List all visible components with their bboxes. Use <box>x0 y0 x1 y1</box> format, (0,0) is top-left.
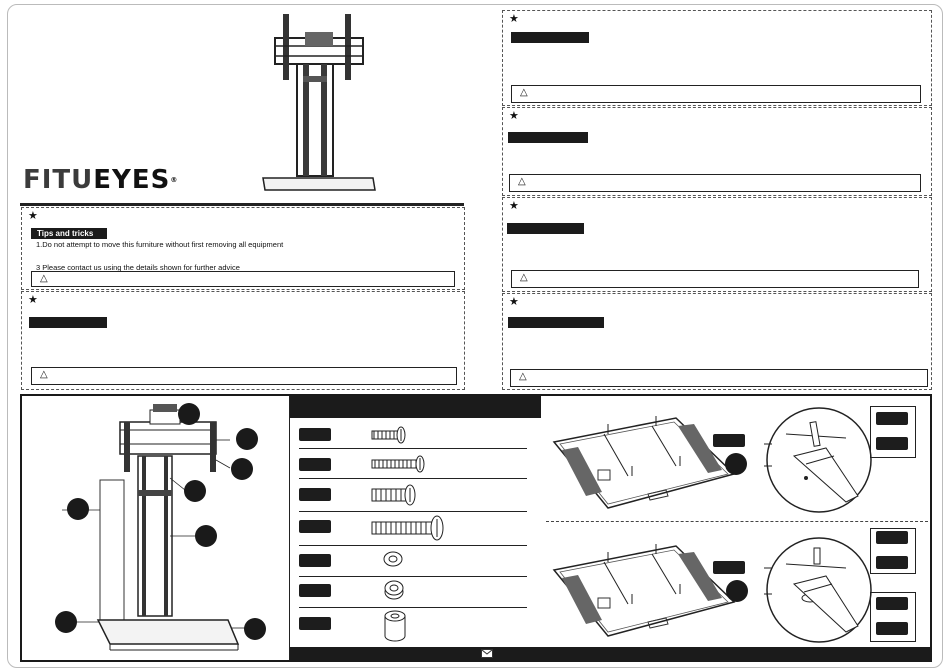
warning-box <box>510 369 928 387</box>
parts-row-divider <box>299 576 527 577</box>
part-label <box>299 428 331 441</box>
brand-logo-part2: EYES <box>93 165 171 195</box>
instruction-section-right-1 <box>502 10 932 106</box>
callout-marker <box>178 403 200 425</box>
part-label <box>876 437 908 450</box>
thick-screw-icon <box>370 484 420 506</box>
thick-washer-icon <box>382 578 406 602</box>
callout-marker <box>67 498 89 520</box>
warning-box <box>31 271 455 287</box>
part-label <box>876 597 908 610</box>
callout-marker <box>244 618 266 640</box>
part-label <box>299 520 331 533</box>
section-heading-bar <box>508 132 588 143</box>
callout-marker <box>184 480 206 502</box>
warning-box <box>509 174 921 192</box>
instruction-section-left-2 <box>21 291 465 390</box>
diagram-divider <box>546 521 928 522</box>
short-screw-icon <box>370 426 410 444</box>
instruction-section-right-2 <box>502 107 932 196</box>
callout-marker <box>726 580 748 602</box>
parts-list-header <box>289 396 541 418</box>
envelope-icon <box>481 649 493 658</box>
tv-stand-product-illustration <box>255 12 385 197</box>
callout-marker <box>195 525 217 547</box>
part-label <box>299 488 331 501</box>
parts-row-divider <box>299 545 527 546</box>
callout-marker <box>725 453 747 475</box>
star-icon: ★ <box>509 200 519 212</box>
long-screw-icon <box>370 515 450 541</box>
part-label <box>713 434 745 447</box>
part-label <box>876 556 908 569</box>
warning-triangle-icon: △ <box>520 87 528 98</box>
bracket-detail-circle-lower <box>764 534 874 646</box>
star-icon: ★ <box>509 110 519 122</box>
part-label <box>713 561 745 574</box>
callout-marker <box>236 428 258 450</box>
parts-row-divider <box>299 448 527 449</box>
part-label <box>299 554 331 567</box>
bracket-detail-circle-upper <box>764 404 874 516</box>
callout-marker <box>231 458 253 480</box>
tips-section <box>21 207 465 290</box>
parts-row-divider <box>299 478 527 479</box>
footer-bar <box>289 647 930 660</box>
header-rule <box>20 203 464 206</box>
callout-marker <box>55 611 77 633</box>
warning-box <box>31 367 457 385</box>
tv-back-diagram-upper <box>548 412 738 512</box>
part-label <box>876 412 908 425</box>
tip-1-text: 1.Do not attempt to move this furniture without first removing all equipment <box>36 240 284 249</box>
part-label <box>299 617 331 630</box>
brand-logo-part1: FITU <box>23 165 94 195</box>
warning-triangle-icon: △ <box>519 371 527 382</box>
instruction-section-right-3 <box>502 197 932 292</box>
parts-row-divider <box>299 511 527 512</box>
warning-triangle-icon: △ <box>518 176 526 187</box>
warning-box <box>511 270 919 288</box>
warning-box <box>511 85 921 103</box>
tips-heading <box>31 228 107 239</box>
section-heading-bar <box>508 317 604 328</box>
section-heading-bar <box>507 223 584 234</box>
star-icon: ★ <box>509 13 519 25</box>
warning-triangle-icon: △ <box>520 272 528 283</box>
tip-3-text: 3 Please contact us using the details shown for further advice <box>36 263 240 272</box>
section-heading-bar <box>29 317 107 328</box>
spacer-icon <box>380 609 410 643</box>
flat-washer-icon <box>382 550 404 568</box>
tips-heading-text: Tips and tricks <box>37 229 94 238</box>
brand-registered-mark: ® <box>170 176 179 184</box>
warning-triangle-icon: △ <box>40 369 48 380</box>
star-icon: ★ <box>509 296 519 308</box>
star-icon: ★ <box>28 294 38 306</box>
brand-logo <box>23 166 178 194</box>
panel-divider <box>289 396 290 660</box>
tv-back-diagram-lower <box>548 540 738 640</box>
part-label <box>299 458 331 471</box>
star-icon: ★ <box>28 210 38 222</box>
warning-triangle-icon: △ <box>40 273 48 284</box>
instruction-section-right-4 <box>502 293 932 390</box>
part-label <box>876 531 908 544</box>
part-label <box>299 584 331 597</box>
section-heading-bar <box>511 32 589 43</box>
part-label <box>876 622 908 635</box>
medium-screw-icon <box>370 455 430 473</box>
parts-row-divider <box>299 607 527 608</box>
